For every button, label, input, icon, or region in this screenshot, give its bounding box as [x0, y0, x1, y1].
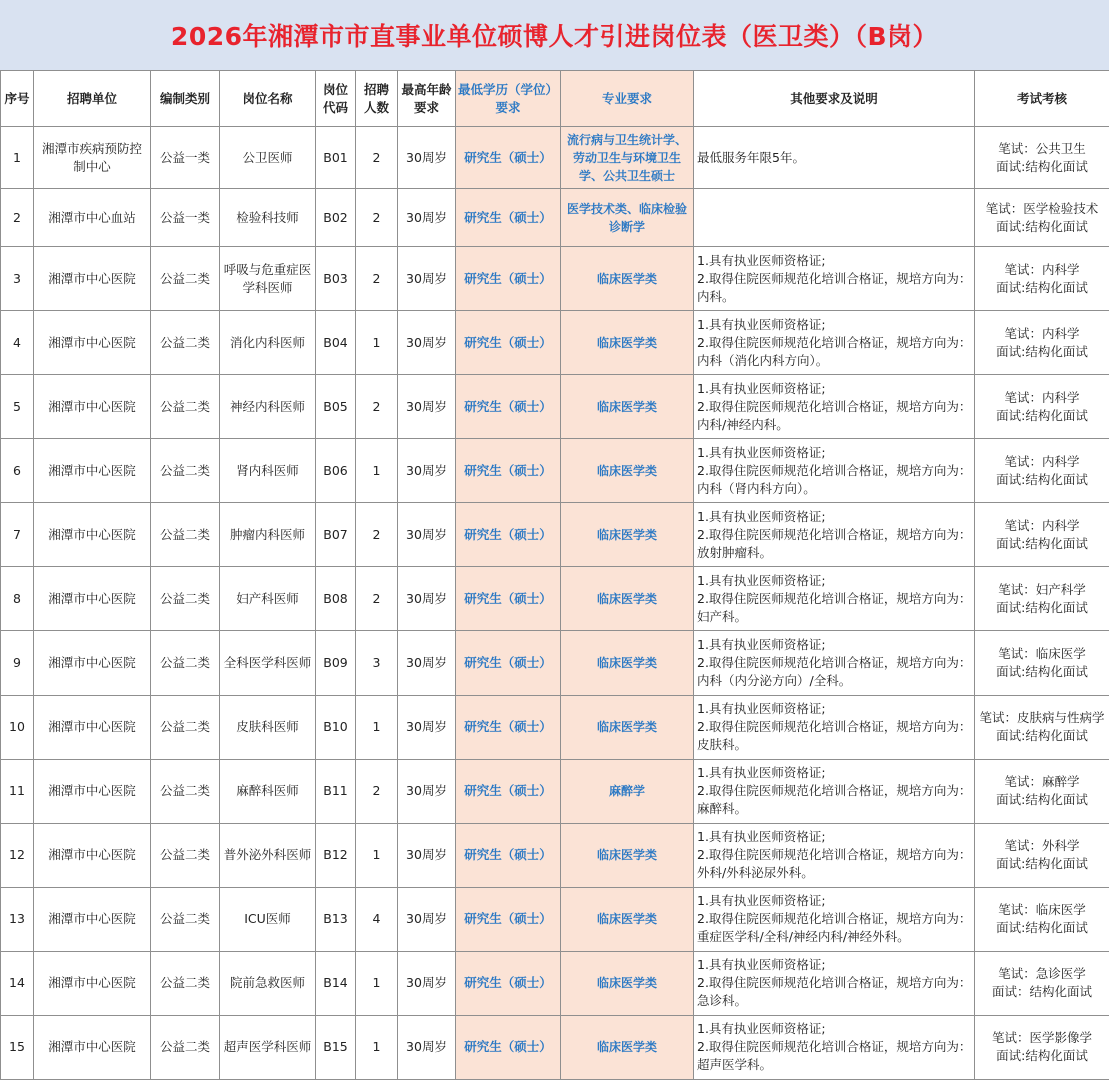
cell-exam	[975, 823, 1109, 887]
cell-position: 检验科技师	[220, 189, 316, 247]
cell-notes	[694, 439, 975, 503]
cell-seq: 8	[1, 567, 34, 631]
cell-seq: 3	[1, 247, 34, 311]
note-line: 1.具有执业医师资格证;	[697, 765, 826, 781]
cell-notes	[694, 759, 975, 823]
note-line: 1.具有执业医师资格证;	[697, 637, 826, 653]
exam-line: 面试:结构化面试	[996, 407, 1088, 423]
cell-unit: 湘潭市中心医院	[34, 759, 151, 823]
table-row	[1, 823, 1109, 887]
cell-unit: 湘潭市疾病预防控制中心	[34, 127, 151, 189]
cell-category: 公益一类	[151, 189, 220, 247]
cell-exam	[975, 375, 1109, 439]
cell-exam	[975, 631, 1109, 695]
cell-code: B09	[316, 631, 356, 695]
cell-seq: 13	[1, 887, 34, 951]
cell-major: 临床医学类	[561, 567, 694, 631]
cell-major: 流行病与卫生统计学、劳动卫生与环境卫生学、公共卫生硕士	[561, 127, 694, 189]
cell-code: B06	[316, 439, 356, 503]
cell-count: 2	[356, 189, 398, 247]
cell-count: 2	[356, 567, 398, 631]
cell-notes	[694, 127, 975, 189]
cell-notes	[694, 311, 975, 375]
note-line: 1.具有执业医师资格证;	[697, 572, 826, 588]
cell-code: B12	[316, 823, 356, 887]
header-unit: 招聘单位	[34, 71, 151, 127]
cell-code: B13	[316, 887, 356, 951]
cell-age: 30周岁	[398, 951, 456, 1015]
note-line: 2.取得住院医师规范化培训合格证，规培方向为：内科（消化内科方向）。	[697, 334, 972, 368]
exam-line: 面试:结构化面试	[996, 664, 1088, 680]
cell-degree: 研究生（硕士）	[456, 127, 561, 189]
note-line: 2.取得住院医师规范化培训合格证，规培方向为：麻醉科。	[697, 783, 972, 817]
cell-code: B11	[316, 759, 356, 823]
cell-unit: 湘潭市中心医院	[34, 695, 151, 759]
cell-notes	[694, 247, 975, 311]
cell-degree: 研究生（硕士）	[456, 567, 561, 631]
cell-degree: 研究生（硕士）	[456, 375, 561, 439]
cell-unit: 湘潭市中心医院	[34, 439, 151, 503]
cell-exam	[975, 247, 1109, 311]
cell-category: 公益二类	[151, 887, 220, 951]
cell-position: 肿瘤内科医师	[220, 503, 316, 567]
cell-unit: 湘潭市中心医院	[34, 951, 151, 1015]
note-line: 2.取得住院医师规范化培训合格证，规培方向为：超声医学科。	[697, 1039, 972, 1073]
table-row	[1, 887, 1109, 951]
header-position: 岗位名称	[220, 71, 316, 127]
page-title: 2026年湘潭市市直事业单位硕博人才引进岗位表（医卫类）（B岗）	[170, 22, 939, 51]
cell-major: 临床医学类	[561, 375, 694, 439]
note-line: 2.取得住院医师规范化培训合格证，规培方向为：内科。	[697, 270, 972, 304]
exam-line: 笔试：医学影像学	[991, 1030, 1092, 1046]
exam-line: 笔试：内科学	[1004, 325, 1080, 341]
cell-age: 30周岁	[398, 127, 456, 189]
cell-count: 1	[356, 951, 398, 1015]
cell-age: 30周岁	[398, 887, 456, 951]
cell-major: 临床医学类	[561, 695, 694, 759]
cell-degree: 研究生（硕士）	[456, 439, 561, 503]
cell-unit: 湘潭市中心医院	[34, 311, 151, 375]
cell-category: 公益二类	[151, 823, 220, 887]
cell-count: 4	[356, 887, 398, 951]
cell-unit: 湘潭市中心医院	[34, 1015, 151, 1079]
cell-unit: 湘潭市中心医院	[34, 567, 151, 631]
cell-major: 麻醉学	[561, 759, 694, 823]
exam-line: 面试:结构化面试	[996, 279, 1088, 295]
cell-major: 临床医学类	[561, 631, 694, 695]
table-row	[1, 375, 1109, 439]
cell-count: 1	[356, 439, 398, 503]
exam-line: 笔试：外科学	[1004, 838, 1080, 854]
cell-major: 临床医学类	[561, 503, 694, 567]
cell-code: B08	[316, 567, 356, 631]
exam-line: 面试:结构化面试	[996, 920, 1088, 936]
table-row	[1, 189, 1109, 247]
cell-degree: 研究生（硕士）	[456, 631, 561, 695]
note-line: 2.取得住院医师规范化培训合格证，规培方向为：内科（内分泌方向）/全科。	[697, 655, 972, 689]
cell-category: 公益二类	[151, 375, 220, 439]
cell-count: 2	[356, 127, 398, 189]
cell-code: B07	[316, 503, 356, 567]
cell-seq: 10	[1, 695, 34, 759]
exam-line: 面试:结构化面试	[996, 535, 1088, 551]
cell-notes	[694, 189, 975, 247]
cell-category: 公益二类	[151, 311, 220, 375]
cell-exam	[975, 951, 1109, 1015]
exam-line: 面试:结构化面试	[996, 158, 1088, 174]
exam-line: 笔试：公共卫生	[998, 140, 1086, 156]
cell-exam	[975, 887, 1109, 951]
cell-seq: 15	[1, 1015, 34, 1079]
cell-count: 1	[356, 695, 398, 759]
cell-age: 30周岁	[398, 439, 456, 503]
cell-major: 临床医学类	[561, 311, 694, 375]
cell-category: 公益二类	[151, 695, 220, 759]
cell-code: B10	[316, 695, 356, 759]
table-row	[1, 503, 1109, 567]
note-line: 1.具有执业医师资格证;	[697, 701, 826, 717]
exam-line: 面试:结构化面试	[996, 343, 1088, 359]
exam-line: 面试:结构化面试	[996, 218, 1088, 234]
note-line: 2.取得住院医师规范化培训合格证，规培方向为：内科（肾内科方向）。	[697, 462, 972, 496]
cell-degree: 研究生（硕士）	[456, 759, 561, 823]
cell-unit: 湘潭市中心医院	[34, 631, 151, 695]
cell-age: 30周岁	[398, 823, 456, 887]
cell-count: 2	[356, 247, 398, 311]
table-header-row	[1, 71, 1109, 127]
cell-degree: 研究生（硕士）	[456, 1015, 561, 1079]
cell-notes	[694, 951, 975, 1015]
cell-category: 公益二类	[151, 247, 220, 311]
cell-category: 公益二类	[151, 951, 220, 1015]
cell-count: 1	[356, 311, 398, 375]
note-line: 1.具有执业医师资格证;	[697, 380, 826, 396]
exam-line: 笔试：医学检验技术	[985, 200, 1099, 216]
cell-unit: 湘潭市中心医院	[34, 247, 151, 311]
cell-degree: 研究生（硕士）	[456, 887, 561, 951]
cell-notes	[694, 375, 975, 439]
cell-position: 肾内科医师	[220, 439, 316, 503]
cell-exam	[975, 439, 1109, 503]
exam-line: 面试:结构化面试	[996, 856, 1088, 872]
cell-seq: 5	[1, 375, 34, 439]
cell-seq: 7	[1, 503, 34, 567]
cell-notes	[694, 567, 975, 631]
cell-exam	[975, 503, 1109, 567]
note-line: 2.取得住院医师规范化培训合格证，规培方向为：皮肤科。	[697, 719, 972, 753]
note-line: 1.具有执业医师资格证;	[697, 252, 826, 268]
cell-count: 2	[356, 375, 398, 439]
cell-seq: 2	[1, 189, 34, 247]
exam-line: 笔试：麻醉学	[1004, 774, 1080, 790]
cell-major: 临床医学类	[561, 1015, 694, 1079]
cell-code: B04	[316, 311, 356, 375]
table-row	[1, 567, 1109, 631]
cell-age: 30周岁	[398, 189, 456, 247]
cell-age: 30周岁	[398, 375, 456, 439]
cell-notes	[694, 503, 975, 567]
note-line: 1.具有执业医师资格证;	[697, 508, 826, 524]
title-bar	[0, 0, 1109, 71]
cell-unit: 湘潭市中心医院	[34, 375, 151, 439]
cell-degree: 研究生（硕士）	[456, 951, 561, 1015]
cell-age: 30周岁	[398, 567, 456, 631]
cell-position: 超声医学科医师	[220, 1015, 316, 1079]
cell-seq: 6	[1, 439, 34, 503]
note-line: 2.取得住院医师规范化培训合格证，规培方向为：妇产科。	[697, 590, 972, 624]
cell-degree: 研究生（硕士）	[456, 247, 561, 311]
cell-position: 呼吸与危重症医学科医师	[220, 247, 316, 311]
cell-exam	[975, 1015, 1109, 1079]
cell-exam	[975, 695, 1109, 759]
note-line: 2.取得住院医师规范化培训合格证，规培方向为：内科/神经内科。	[697, 398, 972, 432]
cell-exam	[975, 127, 1109, 189]
header-seq: 序号	[1, 71, 34, 127]
cell-unit: 湘潭市中心医院	[34, 887, 151, 951]
header-count: 招聘人数	[356, 71, 398, 127]
cell-position: 妇产科医师	[220, 567, 316, 631]
cell-seq: 11	[1, 759, 34, 823]
note-line: 2.取得住院医师规范化培训合格证，规培方向为：急诊科。	[697, 975, 972, 1009]
cell-code: B03	[316, 247, 356, 311]
cell-exam	[975, 759, 1109, 823]
cell-category: 公益二类	[151, 503, 220, 567]
header-exam: 考试考核	[975, 71, 1109, 127]
cell-exam	[975, 311, 1109, 375]
cell-category: 公益二类	[151, 759, 220, 823]
cell-category: 公益一类	[151, 127, 220, 189]
note-line: 1.具有执业医师资格证;	[697, 444, 826, 460]
table-row	[1, 951, 1109, 1015]
cell-count: 3	[356, 631, 398, 695]
note-line: 1.具有执业医师资格证;	[697, 893, 826, 909]
exam-line: 笔试：妇产科学	[998, 581, 1086, 597]
table-row	[1, 631, 1109, 695]
exam-line: 面试:结构化面试	[996, 792, 1088, 808]
cell-notes	[694, 823, 975, 887]
exam-line: 笔试：皮肤病与性病学	[979, 710, 1105, 726]
cell-major: 临床医学类	[561, 951, 694, 1015]
cell-degree: 研究生（硕士）	[456, 823, 561, 887]
cell-age: 30周岁	[398, 759, 456, 823]
cell-age: 30周岁	[398, 311, 456, 375]
cell-seq: 1	[1, 127, 34, 189]
cell-major: 临床医学类	[561, 887, 694, 951]
cell-category: 公益二类	[151, 567, 220, 631]
cell-seq: 9	[1, 631, 34, 695]
exam-line: 面试:结构化面试	[996, 599, 1088, 615]
cell-age: 30周岁	[398, 631, 456, 695]
exam-line: 面试:结构化面试	[996, 471, 1088, 487]
exam-line: 笔试：内科学	[1004, 517, 1080, 533]
header-major: 专业要求	[561, 71, 694, 127]
cell-position: 消化内科医师	[220, 311, 316, 375]
cell-position: 院前急救医师	[220, 951, 316, 1015]
cell-unit: 湘潭市中心血站	[34, 189, 151, 247]
exam-line: 面试:结构化面试	[996, 728, 1088, 744]
cell-category: 公益二类	[151, 631, 220, 695]
table-row	[1, 759, 1109, 823]
cell-count: 2	[356, 503, 398, 567]
header-notes: 其他要求及说明	[694, 71, 975, 127]
cell-position: 全科医学科医师	[220, 631, 316, 695]
cell-notes	[694, 887, 975, 951]
cell-notes	[694, 1015, 975, 1079]
cell-notes	[694, 695, 975, 759]
cell-age: 30周岁	[398, 695, 456, 759]
exam-line: 面试：结构化面试	[991, 984, 1092, 1000]
note-line: 1.具有执业医师资格证;	[697, 1021, 826, 1037]
cell-code: B05	[316, 375, 356, 439]
cell-position: ICU医师	[220, 887, 316, 951]
cell-category: 公益二类	[151, 1015, 220, 1079]
exam-line: 笔试：临床医学	[998, 902, 1086, 918]
cell-category: 公益二类	[151, 439, 220, 503]
cell-position: 神经内科医师	[220, 375, 316, 439]
exam-line: 面试:结构化面试	[996, 1048, 1088, 1064]
table-row	[1, 127, 1109, 189]
cell-major: 临床医学类	[561, 247, 694, 311]
note-line: 2.取得住院医师规范化培训合格证，规培方向为：外科/外科泌尿外科。	[697, 847, 972, 881]
exam-line: 笔试：急诊医学	[998, 966, 1086, 982]
cell-degree: 研究生（硕士）	[456, 311, 561, 375]
cell-age: 30周岁	[398, 503, 456, 567]
cell-unit: 湘潭市中心医院	[34, 503, 151, 567]
cell-position: 皮肤科医师	[220, 695, 316, 759]
note-line: 1.具有执业医师资格证;	[697, 829, 826, 845]
cell-code: B14	[316, 951, 356, 1015]
cell-exam	[975, 567, 1109, 631]
header-degree: 最低学历（学位）要求	[456, 71, 561, 127]
cell-age: 30周岁	[398, 247, 456, 311]
table-row	[1, 439, 1109, 503]
cell-unit: 湘潭市中心医院	[34, 823, 151, 887]
exam-line: 笔试：内科学	[1004, 389, 1080, 405]
exam-line: 笔试：临床医学	[998, 646, 1086, 662]
cell-code: B01	[316, 127, 356, 189]
cell-major: 临床医学类	[561, 439, 694, 503]
cell-degree: 研究生（硕士）	[456, 695, 561, 759]
cell-exam	[975, 189, 1109, 247]
table-row	[1, 695, 1109, 759]
cell-major: 临床医学类	[561, 823, 694, 887]
exam-line: 笔试：内科学	[1004, 453, 1080, 469]
cell-code: B15	[316, 1015, 356, 1079]
cell-count: 1	[356, 823, 398, 887]
cell-position: 麻醉科医师	[220, 759, 316, 823]
header-code: 岗位代码	[316, 71, 356, 127]
header-age: 最高年龄要求	[398, 71, 456, 127]
positions-table	[0, 70, 1109, 1080]
note-line: 2.取得住院医师规范化培训合格证，规培方向为： 放射肿瘤科。	[697, 526, 972, 560]
cell-major: 医学技术类、临床检验诊断学	[561, 189, 694, 247]
cell-position: 普外泌外科医师	[220, 823, 316, 887]
cell-code: B02	[316, 189, 356, 247]
cell-seq: 12	[1, 823, 34, 887]
cell-age: 30周岁	[398, 1015, 456, 1079]
table-row	[1, 311, 1109, 375]
table-row	[1, 1015, 1109, 1079]
note-line: 1.具有执业医师资格证;	[697, 957, 826, 973]
header-category: 编制类别	[151, 71, 220, 127]
cell-seq: 4	[1, 311, 34, 375]
note-line: 2.取得住院医师规范化培训合格证，规培方向为：重症医学科/全科/神经内科/神经外科。	[697, 911, 972, 945]
cell-position: 公卫医师	[220, 127, 316, 189]
table-row	[1, 247, 1109, 311]
cell-degree: 研究生（硕士）	[456, 189, 561, 247]
exam-line: 笔试：内科学	[1004, 261, 1080, 277]
cell-count: 2	[356, 759, 398, 823]
cell-notes	[694, 631, 975, 695]
note-line: 1.具有执业医师资格证;	[697, 316, 826, 332]
note-line: 最低服务年限5年。	[697, 149, 805, 165]
cell-degree: 研究生（硕士）	[456, 503, 561, 567]
cell-seq: 14	[1, 951, 34, 1015]
cell-count: 1	[356, 1015, 398, 1079]
